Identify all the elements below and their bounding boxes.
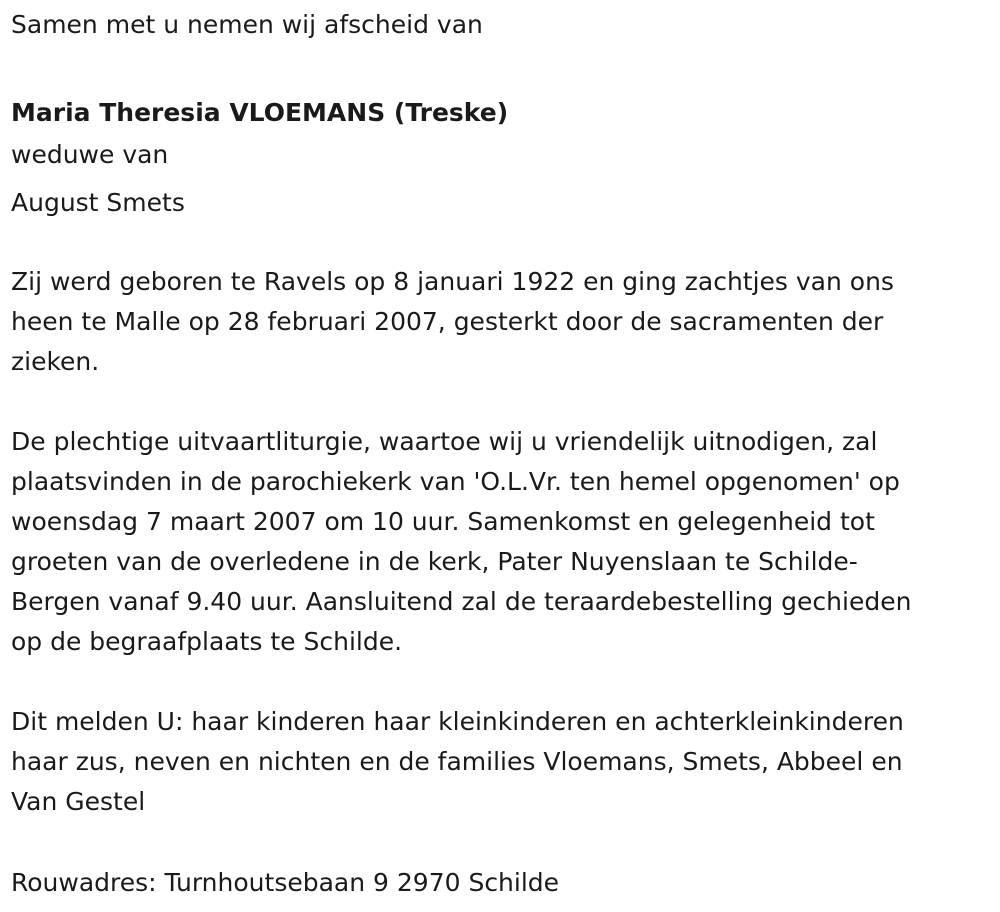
funeral-paragraph xyxy=(11,422,986,662)
opening-line: Samen met u nemen wij afscheid van xyxy=(11,10,483,39)
paragraph-line: op de begraafplaats te Schilde. xyxy=(11,627,403,656)
paragraph-line: haar zus, neven en nichten en de families Vloemans, Smets, Abbeel en xyxy=(11,747,903,776)
spouse-name: August Smets xyxy=(11,188,185,217)
announced-by-paragraph xyxy=(11,702,986,822)
paragraph-line: Dit melden U: haar kinderen haar kleinkinderen en achterkleinkinderen xyxy=(11,707,904,736)
birth-death-paragraph xyxy=(11,262,986,382)
paragraph-line: De plechtige uitvaartliturgie, waartoe wij u vriendelijk uitnodigen, zal xyxy=(11,427,878,456)
paragraph-line: groeten van de overledene in de kerk, Pater Nuyenslaan te Schilde- xyxy=(11,547,858,576)
paragraph-line: Zij werd geboren te Ravels op 8 januari 1922 en ging zachtjes van ons xyxy=(11,267,894,296)
death-notice xyxy=(11,0,986,903)
deceased-name: Maria Theresia VLOEMANS (Treske) xyxy=(11,98,509,127)
mourning-address: Rouwadres: Turnhoutsebaan 9 2970 Schilde xyxy=(11,868,560,897)
paragraph-line: woensdag 7 maart 2007 om 10 uur. Samenkomst en gelegenheid tot xyxy=(11,507,875,536)
paragraph-line: heen te Malle op 28 februari 2007, gesterkt door de sacramenten der xyxy=(11,307,884,336)
paragraph-line: Bergen vanaf 9.40 uur. Aansluitend zal de teraardebestelling gechieden xyxy=(11,587,912,616)
relation-label: weduwe van xyxy=(11,140,169,169)
paragraph-line: plaatsvinden in de parochiekerk van 'O.L.Vr. ten hemel opgenomen' op xyxy=(11,467,900,496)
paragraph-line: zieken. xyxy=(11,347,100,376)
paragraph-line: Van Gestel xyxy=(11,787,146,816)
